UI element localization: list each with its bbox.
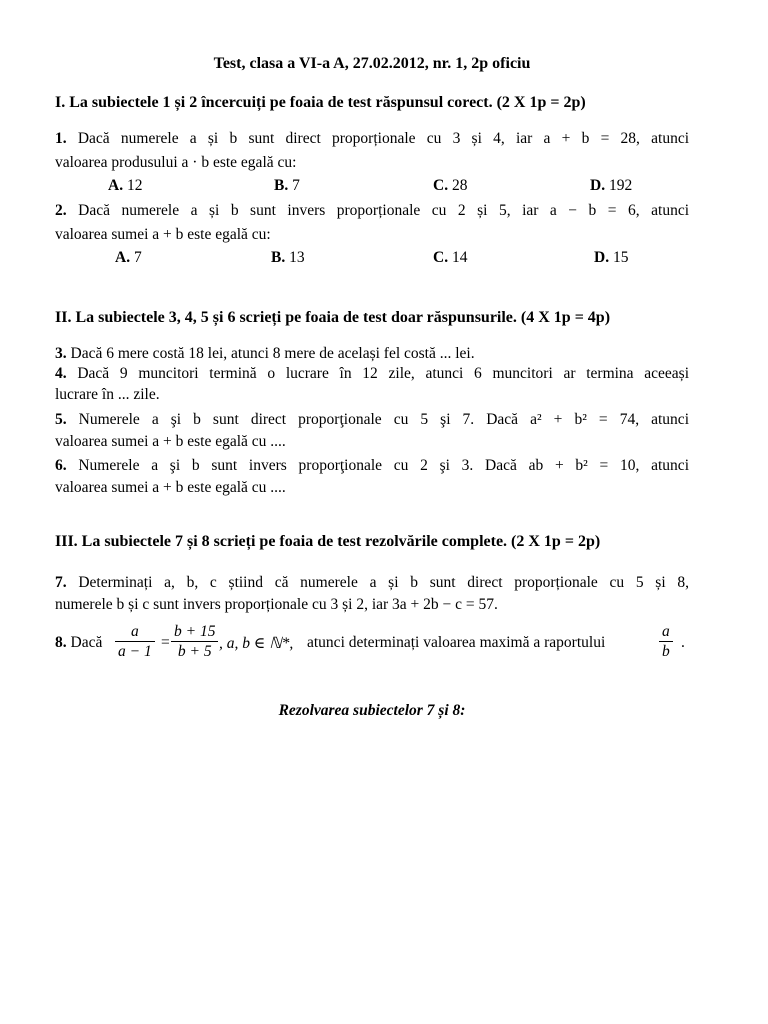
q2-option-c[interactable]: C. 14 bbox=[433, 249, 468, 266]
question-8-prefix: Dacă bbox=[70, 634, 103, 651]
question-4-line-1 bbox=[55, 364, 689, 384]
question-1-number: 1. bbox=[55, 130, 67, 147]
question-7-number: 7. bbox=[55, 574, 67, 591]
question-8-condition: , a, b ∈ ℕ*, bbox=[219, 635, 294, 652]
solution-heading: Rezolvarea subiectelor 7 și 8: bbox=[278, 702, 466, 719]
question-3-line bbox=[55, 344, 689, 364]
question-2-line-1 bbox=[55, 201, 689, 221]
question-8-text: atunci determinați valoarea maximă a raportului bbox=[307, 634, 606, 651]
q1-option-b[interactable]: B. 7 bbox=[274, 177, 300, 194]
equals-sign: = bbox=[161, 634, 170, 651]
section-2-heading: II. La subiectele 3, 4, 5 și 6 scrieți pe foaia de test doar răspunsurile. (4 X 1p = 4p) bbox=[55, 309, 611, 326]
question-2-text-b: valoarea sumei a + b este egală cu: bbox=[55, 226, 271, 243]
question-2-number: 2. bbox=[55, 202, 67, 219]
question-5-line-1 bbox=[55, 410, 689, 430]
question-7-text-b: numerele b și c sunt invers proporționale cu 3 și 2, iar 3a + 2b − c = 57. bbox=[55, 596, 498, 613]
question-6-number: 6. bbox=[55, 457, 67, 474]
section-3-heading: III. La subiectele 7 și 8 scrieți pe foaia de test rezolvările complete. (2 X 1p = 2p) bbox=[55, 533, 601, 550]
question-4-text-b: lucrare în ... zile. bbox=[55, 386, 160, 403]
test-title: Test, clasa a VI-a A, 27.02.2012, nr. 1, 2p oficiu bbox=[213, 55, 531, 72]
question-1-line-1 bbox=[55, 129, 689, 149]
question-2-options bbox=[55, 249, 689, 269]
test-page bbox=[55, 0, 689, 1024]
fraction-b-plus-15-over-b-plus-5: $\frac{b + 15}{b + 5}$ bbox=[171, 622, 218, 661]
q2-option-b[interactable]: B. 13 bbox=[271, 249, 305, 266]
q1-option-c[interactable]: C. 28 bbox=[433, 177, 468, 194]
question-5-text-b: valoarea sumei a + b este egală cu .... bbox=[55, 433, 286, 450]
question-2-text-a: Dacă numerele a și b sunt invers proporționale cu 2 și 5, iar a − b = 6, atunci bbox=[78, 202, 690, 219]
q1-option-a[interactable]: A. 12 bbox=[108, 177, 143, 194]
question-6-text-a: Numerele a şi b sunt invers proporţionale cu 2 şi 3. Dacă ab + b² = 10, atunci bbox=[78, 457, 689, 474]
question-8-number: 8. bbox=[55, 634, 67, 651]
question-7-text-a: Determinați a, b, c știind că numerele a și b sunt direct proporționale cu 5 și 8, bbox=[78, 574, 689, 591]
question-8-row bbox=[55, 622, 689, 668]
question-6-text-b: valoarea sumei a + b este egală cu .... bbox=[55, 479, 286, 496]
question-4-text-a: Dacă 9 muncitori termină o lucrare în 12 zile, atunci 6 muncitori ar termina aceeași bbox=[77, 365, 689, 382]
question-1-options bbox=[55, 177, 689, 197]
question-4-number: 4. bbox=[55, 365, 67, 382]
question-3-number: 3. bbox=[55, 345, 67, 362]
question-1-text-b: valoarea produsului a · b este egală cu: bbox=[55, 154, 297, 171]
question-5-text-a: Numerele a şi b sunt direct proporţionale cu 5 şi 7. Dacă a² + b² = 74, atunci bbox=[78, 411, 689, 428]
q2-option-a[interactable]: A. 7 bbox=[115, 249, 142, 266]
q2-option-d[interactable]: D. 15 bbox=[594, 249, 629, 266]
question-3-text: Dacă 6 mere costă 18 lei, atunci 8 mere de același fel costă ... lei. bbox=[70, 345, 475, 362]
question-7-line-1 bbox=[55, 573, 689, 593]
fraction-a-over-b: $\frac{a}{b}$ bbox=[659, 622, 673, 661]
question-1-text-a: Dacă numerele a și b sunt direct proporționale cu 3 și 4, iar a + b = 28, atunci bbox=[77, 130, 690, 147]
question-6-line-1 bbox=[55, 456, 689, 476]
fraction-a-over-a-minus-1: $\frac{a}{a - 1}$ bbox=[115, 622, 155, 661]
question-5-number: 5. bbox=[55, 411, 67, 428]
q1-option-d[interactable]: D. 192 bbox=[590, 177, 633, 194]
question-8-period: . bbox=[681, 634, 685, 651]
section-1-heading: I. La subiectele 1 și 2 încercuiți pe foaia de test răspunsul corect. (2 X 1p = 2p) bbox=[55, 94, 586, 111]
